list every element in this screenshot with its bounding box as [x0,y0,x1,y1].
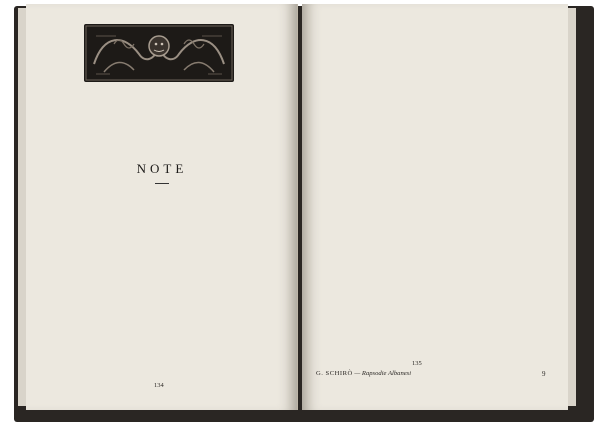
left-page-edge [18,8,26,406]
heading-ornament-dash [155,183,169,184]
decorative-vignette-illustration [84,24,234,82]
running-footer-separator: — [354,370,362,377]
left-page-number: 134 [154,382,164,389]
right-page-number: 135 [412,360,422,367]
right-notes-text [316,16,542,336]
right-page [302,4,568,410]
running-footer [316,370,516,377]
text-placeholder [316,16,542,25]
left-notes-text [62,212,278,372]
running-footer-title: Rapsodie Albanesi [361,370,412,377]
running-footer-author: G. SCHIRÒ [316,370,353,377]
vignette-ornament-icon [84,24,234,82]
page-heading: NOTE [136,161,188,176]
text-placeholder [62,212,278,221]
right-page-edge [568,8,576,406]
left-page [26,4,298,410]
signature-mark: 9 [542,370,546,378]
